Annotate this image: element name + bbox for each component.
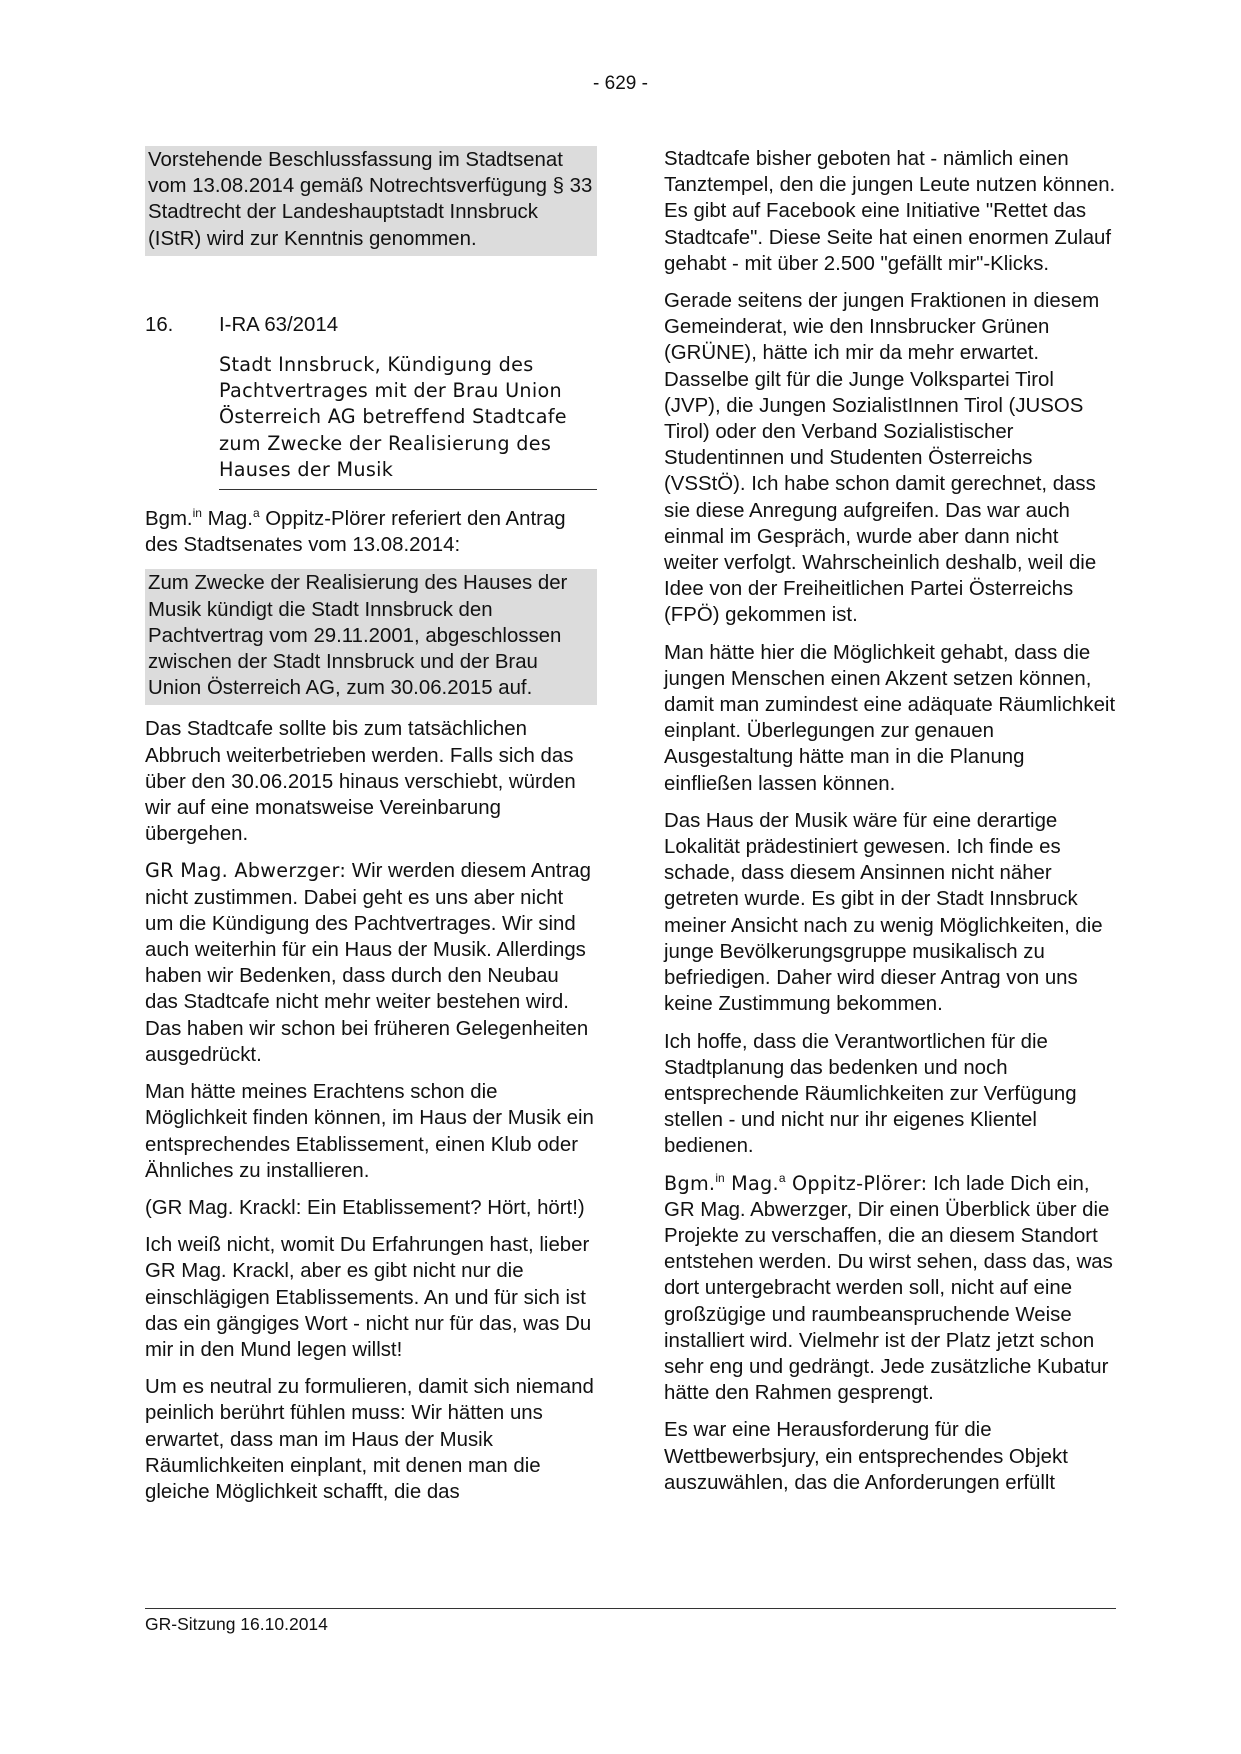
paragraph: Man hätte hier die Möglichkeit gehabt, dass die jungen Menschen einen Akzent setzen können, damit man zumindest eine adäquate Räumlichkeit einplant. Überlegungen zur genauen Ausgestaltung hätte man in die Planung einfließen lassen können. <box>664 641 1116 795</box>
paragraph: Stadtcafe bisher geboten hat - nämlich einen Tanztempel, den die jungen Leute nutzen können. Es gibt auf Facebook eine Initiative "Rettet das Stadtcafe". Diese Seite hat einen enormen Zulauf gehabt - mit über 2.500 "gefällt mir"-Klicks. <box>664 148 1116 275</box>
paragraph: Ich weiß nicht, womit Du Erfahrungen hast, lieber GR Mag. Krackl, aber es gibt nicht nur die einschlägigen Etablissements. An und für sich ist das ein gängiges Wort - nicht nur für das, was Du mir in den Mund legen willst! <box>145 1234 592 1361</box>
paragraph: Das Stadtcafe sollte bis zum tatsächlichen Abbruch weiterbetrieben werden. Falls sich das über den 30.06.2015 hinaus verschiebt, würden wir auf eine monatsweise Vereinbarung übergehen. <box>145 718 576 846</box>
speaker-intro-paragraph <box>145 506 597 558</box>
speech-text: Ich lade Dich ein, GR Mag. Abwerzger, Dir einen Überblick über die Projekte zu verschaffen, die an diesem Standort entstehen werden. Du wirst sehen, dass das, was dort untergebracht werden soll, nicht auf eine großzügige und raumbeanspruchende Weise installiert wird. Vielmehr ist der Platz jetzt schon sehr eng und gedrängt. Jede zusätzliche Kubatur hätte den Rahmen gesprengt. <box>664 1172 1113 1405</box>
speaker-intro-text: Oppitz-Plörer referiert den Antrag des Stadtsenates vom 13.08.2014: <box>145 508 566 557</box>
left-column <box>145 146 597 1516</box>
degree-superscript: a <box>778 1170 786 1185</box>
footer-divider <box>145 1608 1116 1609</box>
degree-superscript: a <box>252 506 260 521</box>
speaker-name: Oppitz-Plörer: <box>785 1171 928 1195</box>
motion-text: Zum Zwecke der Realisierung des Hauses der Musik kündigt die Stadt Innsbruck den Pachtvertrag vom 29.11.2001, abgeschlossen zwischen der Stadt Innsbruck und der Brau Union Österreich AG, zum 30.06.2015 auf. <box>145 569 597 705</box>
speaker-name: GR Mag. Abwerzger: <box>145 859 347 883</box>
paragraph: Ich hoffe, dass die Verantwortlichen für die Stadtplanung das bedenken und noch entsprechende Räumlichkeiten zur Verfügung stellen - und nicht nur ihr eigenes Klientel bedienen. <box>664 1030 1077 1158</box>
agenda-item-reference: I-RA 63/2014 <box>219 313 339 336</box>
agenda-item-header <box>145 312 597 338</box>
paragraph <box>664 1171 1116 1407</box>
paragraph <box>145 858 597 1068</box>
decision-note: Vorstehende Beschlussfassung im Stadtsenat vom 13.08.2014 gemäß Notrechtsverfügung § 33 Stadtrecht der Landeshauptstadt Innsbruck (IStR) wird zur Kenntnis genommen. <box>145 146 597 256</box>
right-column <box>664 146 1116 1507</box>
paragraph: Es war eine Herausforderung für die Wettbewerbsjury, ein entsprechendes Objekt auszuwählen, das die Anforderungen erfüllt <box>664 1419 1068 1494</box>
title-superscript: in <box>715 1170 725 1185</box>
agenda-item-title: Stadt Innsbruck, Kündigung des Pachtvertrages mit der Brau Union Österreich AG betreffend Stadtcafe zum Zwecke der Realisierung des Hauses der Musik <box>219 352 597 490</box>
paragraph: Gerade seitens der jungen Fraktionen in diesem Gemeinderat, wie den Innsbrucker Grünen (GRÜNE), hätte ich mir da mehr erwartet. Dasselbe gilt für die Junge Volkspartei Tirol (JVP), die Jungen SozialistInnen Tirol (JUSOS Tirol) oder den Verband Sozialistischer Studentinnen und Studenten Österreichs (VSStÖ). Ich habe schon damit gerechnet, dass sie diese Anregung aufgreifen. Das war auch einmal im Gespräch, wurde aber dann nicht weiter verfolgt. Wahrscheinlich deshalb, weil die Idee von der Freiheitlichen Partei Österreichs (FPÖ) gekommen ist. <box>664 290 1100 627</box>
speaker-degree: Mag. <box>724 1171 779 1195</box>
agenda-item-number: 16. <box>145 313 174 336</box>
paragraph: Man hätte meines Erachtens schon die Möglichkeit finden können, im Haus der Musik ein entsprechendes Etablissement, einen Klub oder Ähnliches zu installieren. <box>145 1081 594 1182</box>
speaker-title: Bgm. <box>145 508 193 531</box>
speech-text: Wir werden diesem Antrag nicht zustimmen. Dabei geht es uns aber nicht um die Kündigung des Pachtvertrages. Wir sind auch weiterhin für ein Haus der Musik. Allerdings haben wir Bedenken, dass durch den Neubau das Stadtcafe nicht mehr weiter bestehen wird. Das haben wir schon bei früheren Gelegenheiten ausgedrückt. <box>145 860 591 1066</box>
title-superscript: in <box>192 506 202 521</box>
footer-session-label: GR-Sitzung 16.10.2014 <box>145 1614 328 1634</box>
speaker-degree: Mag. <box>201 508 253 531</box>
paragraph: Um es neutral zu formulieren, damit sich niemand peinlich berührt fühlen muss: Wir hätten uns erwartet, dass man im Haus der Musik Räumlichkeiten einplant, mit denen man die gleiche Möglichkeit schafft, die das <box>145 1376 594 1503</box>
interjection: (GR Mag. Krackl: Ein Etablissement? Hört, hört!) <box>145 1196 585 1219</box>
paragraph: Das Haus der Musik wäre für eine derartige Lokalität prädestiniert gewesen. Ich finde es schade, dass diesem Ansinnen nicht näher getreten wurde. Es gibt in der Stadt Innsbruck meiner Ansicht nach zu wenig Möglichkeiten, die junge Bevölkerungsgruppe musikalisch zu befriedigen. Daher wird dieser Antrag von uns keine Zustimmung bekommen. <box>664 809 1103 1016</box>
page-number: - 629 - <box>593 73 648 94</box>
speaker-title: Bgm. <box>664 1171 716 1195</box>
